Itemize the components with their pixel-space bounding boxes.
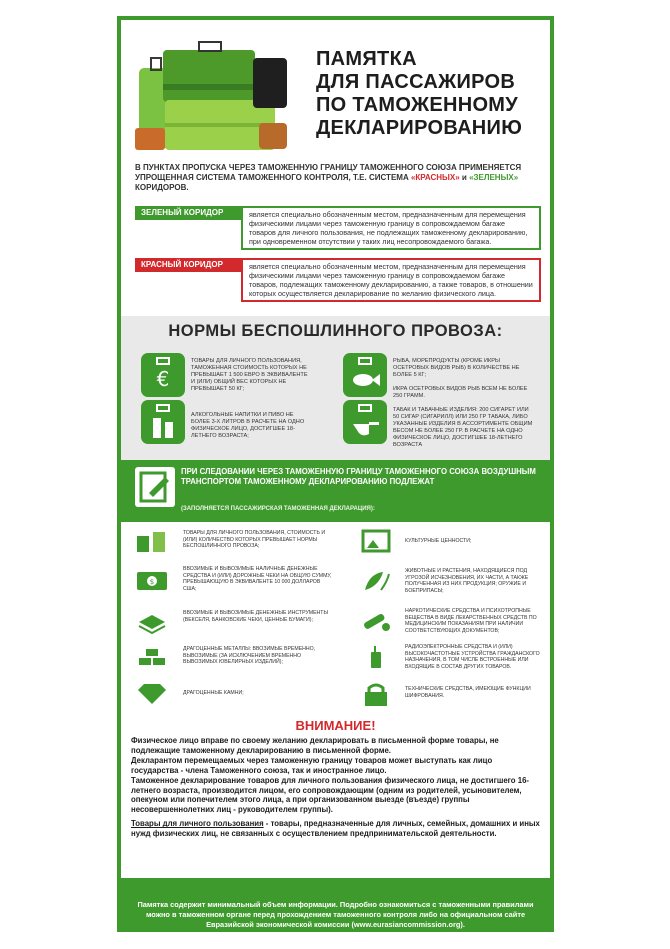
fish-suitcase-icon [343,353,387,397]
bottles-suitcase-icon [141,400,185,444]
norms-title: НОРМЫ БЕСПОШЛИННОГО ПРОВОЗА: [168,322,503,340]
attention-term: Товары для личного пользования [131,819,264,829]
pipe-suitcase-icon [343,400,387,444]
declaration-item-personal-goods: ТОВАРЫ ДЛЯ ЛИЧНОГО ПОЛЬЗОВАНИЯ, СТОИМОСТЬ И (ИЛИ) КОЛИЧЕСТВО КОТОРЫХ ПРЕВЫШАЕТ НОРМЫ БЕСПОШЛИННОГО ПРОВОЗА; [183,530,326,550]
attention-p2: Декларантом перемещаемых через таможенную границу товаров может выступать как лицо государства - члена Таможенного союза, так и иностранное лицо. [131,755,493,775]
title-line: ПАМЯТКА [316,48,417,70]
green-corridor-label: ЗЕЛЕНЫЙ КОРИДОР [135,206,255,220]
cash-icon [135,568,169,594]
declaration-item-animals: ЖИВОТНЫЕ И РАСТЕНИЯ, НАХОДЯЩИЕСЯ ПОД УГРОЗОЙ ИСЧЕЗНОВЕНИЯ, ИХ ЧАСТИ, А ТАКЖЕ ПОЛУЧЕННАЯ ИЗ НИХ ПРОДУКЦИЯ; ОРУЖИЕ И БОЕПРИПАСЫ; [405,568,529,594]
footer-note [121,878,550,932]
norm-personal-goods: ТОВАРЫ ДЛЯ ЛИЧНОГО ПОЛЬЗОВАНИЯ, ТАМОЖЕННАЯ СТОИМОСТЬ КОТОРЫХ НЕ ПРЕВЫШАЕТ 1 500 ЕВРО В ЭКВИВАЛЕНТЕ И (ИЛИ) ОБЩИЙ ВЕС КОТОРЫХ НЕ ПРЕВЫШАЕТ 50 КГ; [191,358,308,392]
gold-bars-icon [135,642,169,668]
norm-alcohol: АЛКОГОЛЬНЫЕ НАПИТКИ И ПИВО НЕ БОЛЕЕ 3-Х ЛИТРОВ В РАСЧЕТЕ НА ОДНО ФИЗИЧЕСКОЕ ЛИЦО, ДОСТИГШЕЕ 18-ЛЕТНЕГО ВОЗРАСТА; [191,412,305,439]
intro-end: КОРИДОРОВ. [135,183,189,192]
declaration-item-gold: ДРАГОЦЕННЫЕ МЕТАЛЛЫ: ВВОЗИМЫЕ ВРЕМЕННО, ВЫВОЗИМЫЕ (ЗА ИСКЛЮЧЕНИЕМ ВРЕМЕННО ВЫВОЗИМЫХ ЮВЕЛИРНЫХ ИЗДЕЛИЙ); [183,646,316,666]
intro-paragraph [135,163,545,193]
footer-site-link[interactable]: (www.eurasiancommission.org). [351,920,465,929]
personal-goods-icon [135,528,169,554]
painting-icon [359,528,393,554]
pencil-form-icon [135,467,175,507]
memo-poster [117,16,554,932]
declaration-item-cash: ВВОЗИМЫЕ И ВЫВОЗИМЫЕ НАЛИЧНЫЕ ДЕНЕЖНЫЕ СРЕДСТВА И (ИЛИ) ДОРОЖНЫЕ ЧЕКИ НА ОБЩУЮ СУММУ, ПРЕВЫШАЮЩУЮ В ЭКВИВАЛЕНТЕ 10 000 ДОЛЛАРОВ США; [183,566,332,592]
attention-title: ВНИМАНИЕ! [295,718,376,733]
papers-icon [135,608,169,634]
attention-body [131,736,541,839]
declaration-item-encryption: ТЕХНИЧЕСКИЕ СРЕДСТВА, ИМЕЮЩИЕ ФУНКЦИИ ШИФРОВАНИЯ. [405,686,531,699]
red-corridor-text: является специально обозначенным местом, предназначенным для перемещения физическими лицами через таможенную границу в сопровождаемом багаже товаров, подлежащих таможенному декларированию, а также товаров, в отношении которых осуществляется декларирование по желанию физического лица. [241,258,541,302]
norm-tobacco: ТАБАК И ТАБАЧНЫЕ ИЗДЕЛИЯ: 200 СИГАРЕТ ИЛИ 50 СИГАР (СИГАРИЛЛ) ИЛИ 250 ГР ТАБАКА, ЛИБО УКАЗАННЫЕ ИЗДЕЛИЯ В АССОРТИМЕНТЕ ОБЩИМ ВЕСОМ НЕ БОЛЕЕ 250 ГР. В РАСЧЕТЕ НА ОДНО ФИЗИЧЕСКОЕ ЛИЦО, ДОСТИГШЕЕ 18-ЛЕТНЕГО ВОЗРАСТА [393,407,533,448]
red-corridor-label: КРАСНЫЙ КОРИДОР [135,258,255,272]
declaration-item-culture: КУЛЬТУРНЫЕ ЦЕННОСТИ; [405,538,472,544]
encryption-lock-icon [359,682,393,708]
diamond-icon [135,680,169,706]
declaration-item-drugs: НАРКОТИЧЕСКИЕ СРЕДСТВА И ПСИХОТРОПНЫЕ ВЕЩЕСТВА В ВИДЕ ЛЕКАРСТВЕННЫХ СРЕДСТВ ПО МЕДИЦИНСКИМ ПОКАЗАНИЯМ ПРИ НАЛИЧИИ СООТВЕТСТВУЮЩИХ ДОКУМЕНТОВ; [405,608,537,634]
page-title [316,48,546,140]
norm-caviar: ИКРА ОСЕТРОВЫХ ВИДОВ РЫБ ВСЕМ НЕ БОЛЕЕ 250 ГРАММ. [393,386,528,399]
attention-p3: Таможенное декларирование товаров для личного пользования физического лица, не достигшего 16-летнего возраста, производится лицом, его сопровождающим (одним из родителей, усыновителем, опекуном или попечителем этого лица, а при организованном выезде (въезде) группы несовершеннолетних лиц - руководителем группы). [131,775,530,815]
declaration-heading: ПРИ СЛЕДОВАНИИ ЧЕРЕЗ ТАМОЖЕННУЮ ГРАНИЦУ ТАМОЖЕННОГО СОЮЗА ВОЗДУШНЫМ ТРАНСПОРТОМ ТАМОЖЕННОМУ ДЕКЛАРИРОВАНИЮ ПОДЛЕЖАТ [181,467,536,486]
attention-p4 [131,819,541,839]
intro-red-word: «КРАСНЫХ» [410,173,460,182]
svg-text:€: € [156,367,170,391]
svg-text:$: $ [149,578,155,586]
suitcases-icon [135,28,295,153]
norm-fish: РЫБА, МОРЕПРОДУКТЫ (КРОМЕ ИКРЫ ОСЕТРОВЫХ ВИДОВ РЫБ) В КОЛИЧЕСТВЕ НЕ БОЛЕЕ 5 КГ; [393,358,520,378]
title-line: ДЛЯ ПАССАЖИРОВ [316,71,516,93]
declaration-item-gems: ДРАГОЦЕННЫЕ КАМНИ; [183,690,244,696]
intro-green-word: «ЗЕЛЕНЫХ» [469,173,519,182]
attention-p1: Физическое лицо вправе по своему желанию декларировать в письменной форме товары, не подлежащие таможенному декларированию в письменной форме. [131,736,499,755]
intro-text: В ПУНКТАХ ПРОПУСКА ЧЕРЕЗ ТАМОЖЕННУЮ ГРАНИЦУ ТАМОЖЕННОГО СОЮЗА ПРИМЕНЯЕТСЯ УПРОЩЕННАЯ СИСТЕМА ТАМОЖЕННОГО КОНТРОЛЯ, Т.Е. СИСТЕМА [135,163,522,182]
radio-icon [359,644,393,670]
declaration-subheading: (ЗАПОЛНЯЕТСЯ ПАССАЖИРСКАЯ ТАМОЖЕННАЯ ДЕКЛАРАЦИЯ): [181,506,375,512]
title-line: ДЕКЛАРИРОВАНИЮ [316,117,523,139]
intro-and: и [461,173,467,182]
animal-plant-icon [359,568,393,594]
attention-p4-text: - товары, предназначенные для личных, семейных, домашних и иных нужд физических лиц, не связанных с осуществлением предпринимательской деятельности. [131,819,540,839]
declaration-item-radio: РАДИОЭЛЕКТРОННЫЕ СРЕДСТВА И (ИЛИ) ВЫСОКОЧАСТОТНЫЕ УСТРОЙСТВА ГРАЖДАНСКОГО НАЗНАЧЕНИЯ, В ТОМ ЧИСЛЕ ВСТРОЕННЫЕ ИЛИ ВХОДЯЩИЕ В СОСТАВ ДРУГИХ ТОВАРОВ. [405,644,540,670]
title-line: ПО ТАМОЖЕННОМУ [316,94,519,116]
green-corridor-text: является специально обозначенным местом, предназначенным для перемещения физическими лицами через таможенную границу в сопровождаемом багаже товаров для личного пользования, не подлежащих таможенному декларированию, при одновременном отсутствии у таких лиц несопровождаемого багажа. [241,206,541,250]
medicine-icon [359,608,393,634]
footer-text: Памятка содержит минимальный объем информации. Подробно ознакомиться с таможенными правилами можно в таможенном органе перед прохождением таможенного контроля либо на официальном сайте Евразийской экономической комиссии [137,900,534,929]
euro-suitcase-icon [141,353,185,397]
declaration-item-papers: ВВОЗИМЫЕ И ВЫВОЗИМЫЕ ДЕНЕЖНЫЕ ИНСТРУМЕНТЫ (ВЕКСЕЛЯ, БАНКОВСКИЕ ЧЕКИ, ЦЕННЫЕ БУМАГИ); [183,610,329,623]
